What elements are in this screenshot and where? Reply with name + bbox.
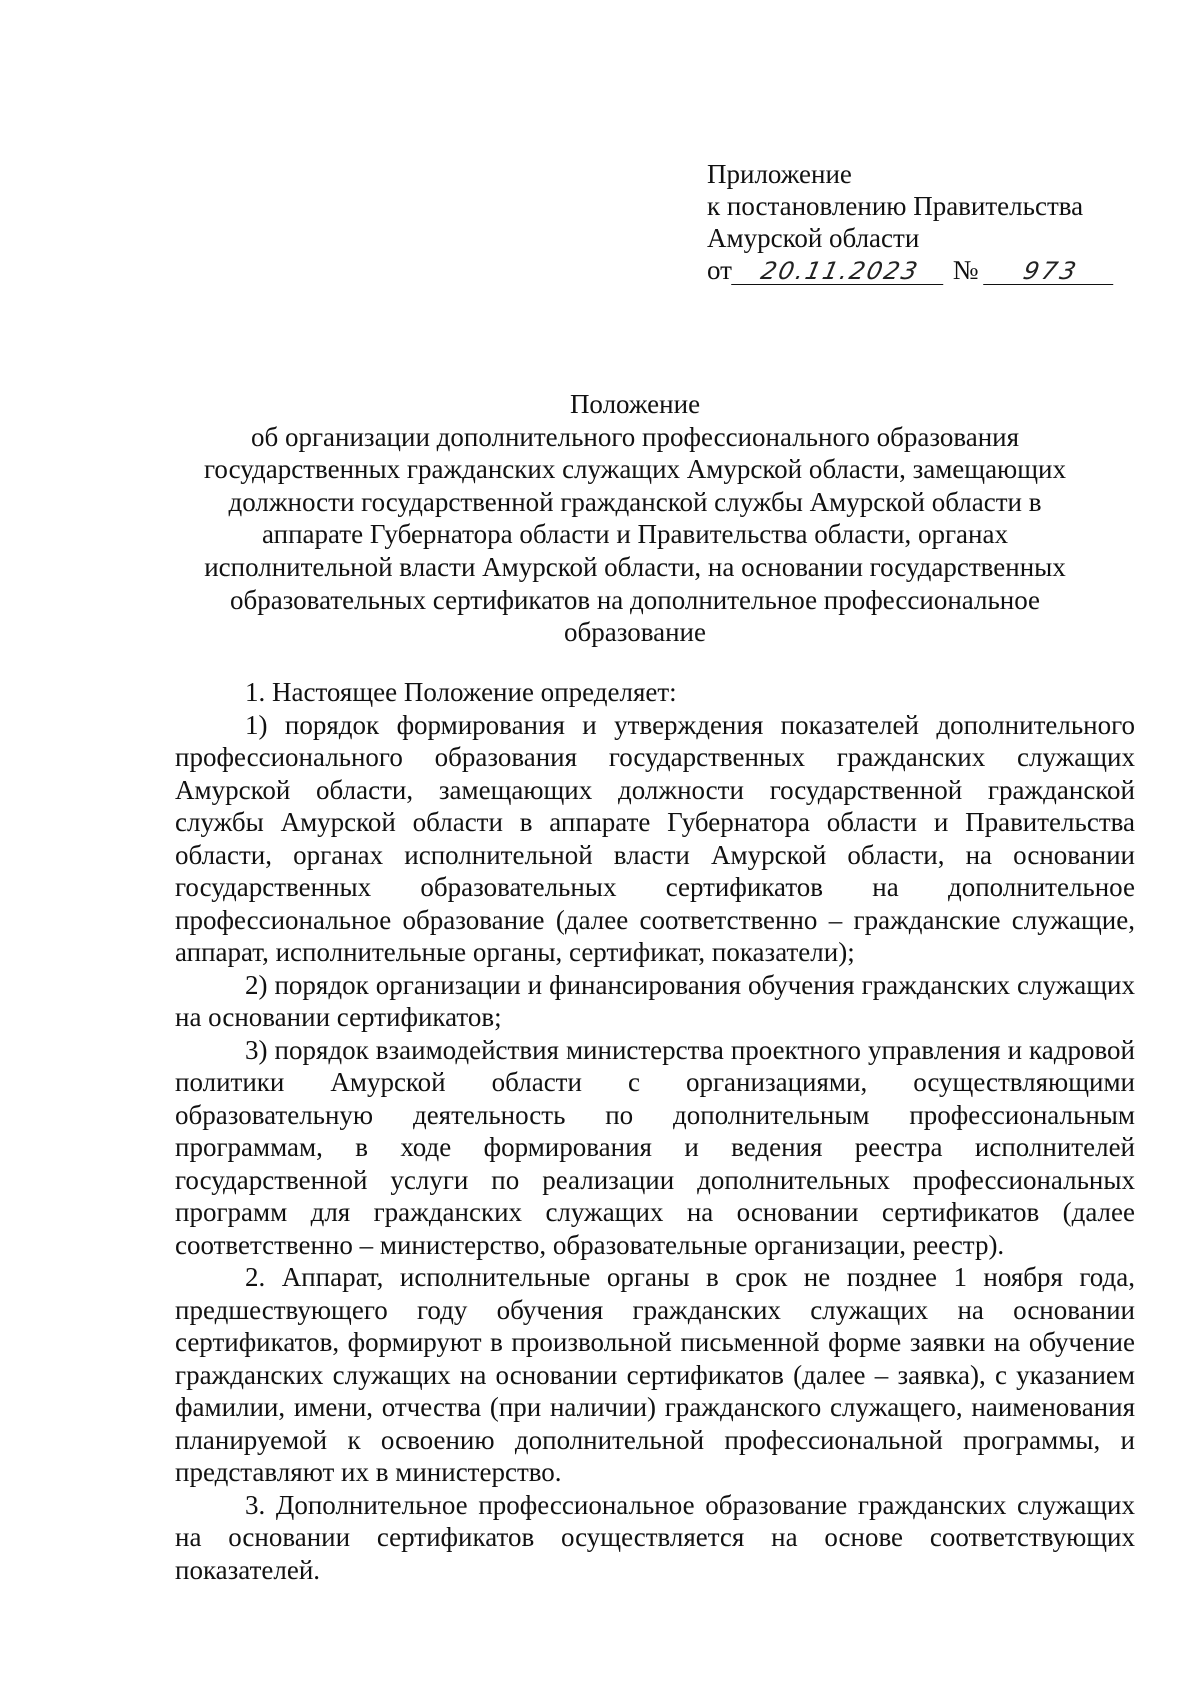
title-line: исполнительной власти Амурской области, на основании государственных — [204, 551, 1066, 582]
document-title — [170, 388, 1100, 649]
title-line: об организации дополнительного профессионального образования — [250, 421, 1020, 452]
appendix-region-line: Амурской области — [707, 223, 920, 253]
appendix-date-row — [707, 254, 1127, 286]
title-line: образовательных сертификатов на дополнительное профессиональное — [229, 584, 1041, 615]
title-line: образование — [564, 617, 706, 648]
paragraph: 2) порядок организации и финансирования обучения гражданских служащих на основании сертификатов; — [175, 969, 1135, 1032]
document-body — [175, 676, 1135, 1586]
paragraph: 3. Дополнительное профессиональное образование гражданских служащих на основании сертификатов осуществляется на основе соответствующих показателей. — [175, 1489, 1135, 1585]
handwritten-number: 973 — [984, 258, 1120, 285]
paragraph: 1) порядок формирования и утверждения показателей дополнительного профессионального образования государственных гражданских служащих Амурской области, замещающих должности государственной гражданской службы Амурской области в аппарате Губернатора области и Правительства области, органах исполнительной власти Амурской области, на основании государственных образовательных сертификатов на дополнительное профессиональное образование (далее соответственно – гражданские служащие, аппарат, исполнительные органы, сертификат, показатели); — [175, 709, 1135, 967]
title-line: должности государственной гражданской службы Амурской области в — [228, 486, 1042, 517]
title-heading: Положение — [569, 389, 701, 419]
paragraph: 1. Настоящее Положение определяет: — [245, 677, 677, 707]
paragraph: 2. Аппарат, исполнительные органы в срок не позднее 1 ноября года, предшествующего году обучения гражданских служащих на основании сертификатов, формируют в произвольной письменной форме заявки на обучение гражданских служащих на основании сертификатов (далее – заявка), с указанием фамилии, имени, отчества (при наличии) гражданского служащего, наименования планируемой к освоению дополнительной профессиональной программы, и представляют их в министерство. — [175, 1262, 1135, 1487]
date-prefix: от — [707, 255, 732, 285]
paragraph: 3) порядок взаимодействия министерства проектного управления и кадровой политики Амурской области с организациями, осуществляющими образовательную деятельность по дополнительным профессиональным программам, в ходе формирования и ведения реестра исполнителей государственной услуги по реализации дополнительных профессиональных программ для гражданских служащих на основании сертификатов (далее соответственно – министерство, образовательные организации, реестр). — [175, 1034, 1135, 1260]
handwritten-date: 20.11.2023 — [731, 258, 949, 285]
appendix-resolution-line: к постановлению Правительства — [707, 191, 1084, 221]
appendix-header — [707, 158, 1127, 286]
title-line: аппарате Губернатора области и Правительства области, органах — [262, 519, 1008, 550]
number-label: № — [952, 255, 979, 285]
title-line: государственных гражданских служащих Амурской области, замещающих — [204, 454, 1066, 485]
appendix-title: Приложение — [707, 159, 852, 189]
